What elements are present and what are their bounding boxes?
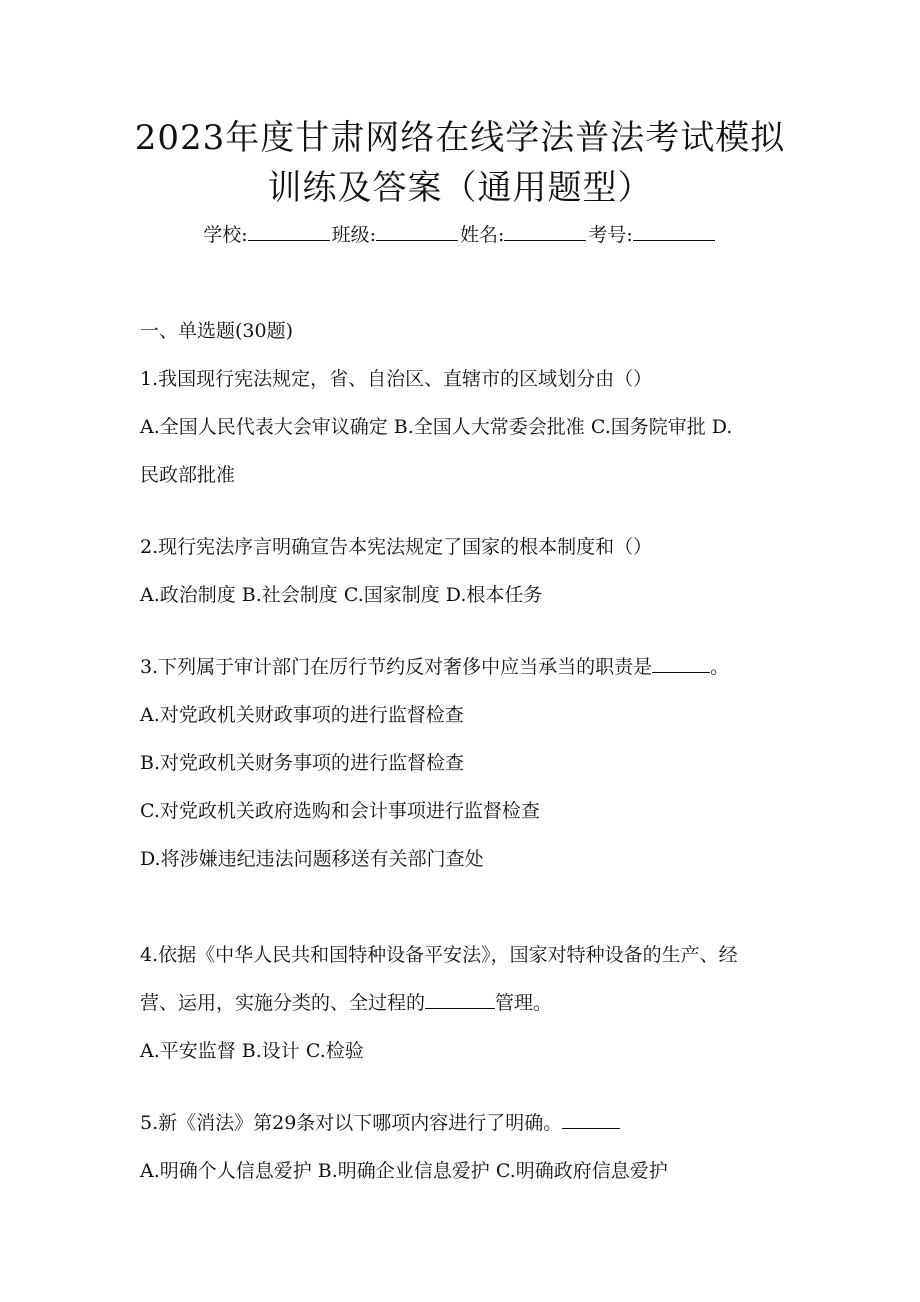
question-4-stem-text: 营、运用，实施分类的、全过程的 bbox=[140, 992, 426, 1014]
name-blank[interactable] bbox=[504, 222, 586, 241]
question-5-options: A.明确个人信息爱护 B.明确企业信息爱护 C.明确政府信息爱护 bbox=[140, 1160, 668, 1182]
school-label: 学校: bbox=[203, 224, 248, 246]
question-4-answer-blank[interactable] bbox=[425, 990, 495, 1009]
exam-no-blank[interactable] bbox=[633, 222, 715, 241]
question-5-answer-blank[interactable] bbox=[562, 1110, 620, 1129]
question-4-stem-end: 管理。 bbox=[495, 992, 553, 1014]
class-label: 班级: bbox=[331, 224, 376, 246]
question-4-stem-line-2 bbox=[140, 990, 790, 1016]
question-3-stem-text: 3.下列属于审计部门在厉行节约反对奢侈中应当承当的职责是 bbox=[140, 656, 653, 678]
exam-no-label: 考号: bbox=[588, 224, 633, 246]
question-3-option-c: C.对党政机关政府选购和会计事项进行监督检查 bbox=[140, 800, 540, 822]
question-2-options: A.政治制度 B.社会制度 C.国家制度 D.根本任务 bbox=[140, 584, 543, 606]
question-4-options: A.平安监督 B.设计 C.检验 bbox=[140, 1040, 364, 1062]
question-3-stem bbox=[140, 654, 790, 680]
question-5-stem-text: 5.新《消法》第29条对以下哪项内容进行了明确。 bbox=[140, 1112, 563, 1134]
name-label: 姓名: bbox=[460, 224, 505, 246]
question-3-option-b: B.对党政机关财务事项的进行监督检查 bbox=[140, 752, 465, 774]
doc-title-line-1: 2023年度甘肃网络在线学法普法考试模拟 bbox=[134, 118, 786, 158]
question-3-option-d: D.将涉嫌违纪违法问题移送有关部门查处 bbox=[140, 848, 484, 870]
school-blank[interactable] bbox=[248, 222, 330, 241]
question-3-option-a: A.对党政机关财政事项的进行监督检查 bbox=[140, 704, 464, 726]
question-3-answer-blank[interactable] bbox=[652, 654, 710, 673]
question-1-options-line-1: A.全国人民代表大会审议确定 B.全国人大常委会批准 C.国务院审批 D. bbox=[140, 416, 733, 438]
doc-title-line-2: 训练及答案（通用题型） bbox=[267, 168, 653, 208]
question-1-options-line-2: 民政部批准 bbox=[140, 464, 236, 486]
question-3-stem-end: 。 bbox=[710, 656, 730, 678]
student-info-line bbox=[0, 222, 920, 248]
question-4-stem-line-1: 4.依据《中华人民共和国特种设备平安法》，国家对特种设备的生产、经 bbox=[140, 944, 738, 966]
question-5-stem bbox=[140, 1110, 790, 1136]
question-2-stem: 2.现行宪法序言明确宣告本宪法规定了国家的根本制度和（） bbox=[140, 536, 653, 558]
section-heading: 一、单选题(30题) bbox=[140, 320, 294, 342]
class-blank[interactable] bbox=[376, 222, 458, 241]
question-1-stem: 1.我国现行宪法规定，省、自治区、直辖市的区域划分由（） bbox=[140, 368, 653, 390]
